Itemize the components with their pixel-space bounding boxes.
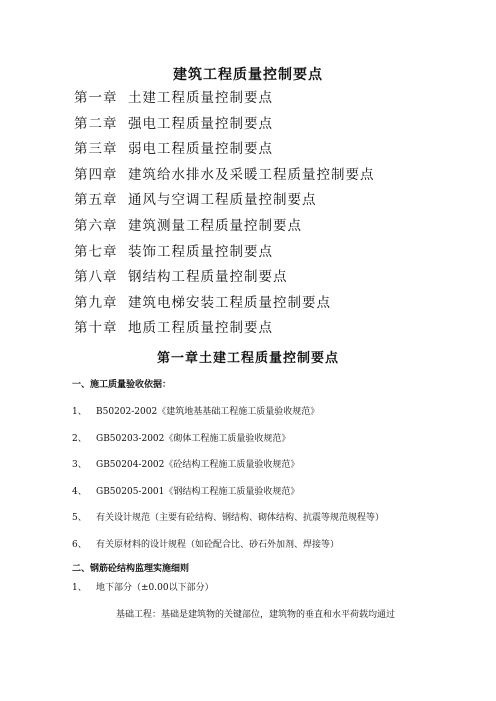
list-item <box>72 452 384 479</box>
toc-chapter-title: 建筑电梯安装工程质量控制要点 <box>128 294 331 311</box>
list-item-text: GB50205-2001《钢结构工程施工质量验收规范》 <box>96 486 300 497</box>
body-paragraph: 基础工程：基础是建筑物的关键部位，建筑物的垂直和水平荷载均通过 <box>116 610 396 620</box>
list-item-number: 2、 <box>72 433 87 444</box>
toc-chapter-title: 建筑给水排水及采暖工程质量控制要点 <box>128 166 375 183</box>
toc-item <box>74 240 375 266</box>
toc-item <box>74 265 375 291</box>
toc-chapter-number: 第六章 <box>74 217 118 234</box>
toc-item <box>74 316 375 342</box>
list-item-number: 1、 <box>72 407 87 417</box>
list-item-number: 3、 <box>72 460 87 470</box>
table-of-contents <box>74 86 375 342</box>
toc-chapter-title: 通风与空调工程质量控制要点 <box>128 192 317 209</box>
toc-chapter-title: 钢结构工程质量控制要点 <box>128 269 288 286</box>
toc-chapter-number: 第七章 <box>74 243 118 260</box>
sub-list-item <box>72 580 214 593</box>
toc-chapter-number: 第二章 <box>74 115 118 132</box>
list-item <box>72 426 384 453</box>
section-heading-rc-structure: 二、钢筋砼结构监理实施细则 <box>72 564 190 574</box>
list-item-text: GB50203-2002《砌体工程施工质量验收规范》 <box>96 433 291 444</box>
list-item-number: 6、 <box>72 539 87 550</box>
list-item-text: 地下部分（±0.00以下部分） <box>96 583 214 593</box>
standards-list <box>72 399 384 558</box>
toc-item <box>74 214 375 240</box>
toc-chapter-number: 第五章 <box>74 192 118 209</box>
list-item <box>72 532 384 559</box>
toc-chapter-title: 装饰工程质量控制要点 <box>128 243 273 260</box>
toc-item <box>74 163 375 189</box>
toc-chapter-number: 第十章 <box>74 320 118 337</box>
section-heading-acceptance-basis: 一、施工质量验收依据： <box>72 380 172 390</box>
toc-chapter-title: 建筑测量工程质量控制要点 <box>128 217 302 234</box>
toc-item <box>74 86 375 112</box>
document-title: 建筑工程质量控制要点 <box>173 67 323 83</box>
toc-chapter-number: 第八章 <box>74 269 118 286</box>
toc-item <box>74 137 375 163</box>
toc-chapter-title: 强电工程质量控制要点 <box>128 115 273 132</box>
list-item-number: 1、 <box>72 583 87 593</box>
list-item-number: 4、 <box>72 486 87 497</box>
toc-chapter-title: 弱电工程质量控制要点 <box>128 141 273 158</box>
toc-chapter-number: 第三章 <box>74 141 118 158</box>
toc-item <box>74 188 375 214</box>
list-item-number: 5、 <box>72 513 87 523</box>
toc-chapter-number: 第九章 <box>74 294 118 311</box>
toc-chapter-title: 土建工程质量控制要点 <box>128 90 273 106</box>
toc-chapter-title: 地质工程质量控制要点 <box>128 320 273 337</box>
list-item <box>72 505 384 532</box>
toc-chapter-number: 第四章 <box>74 166 118 183</box>
chapter-one-title: 第一章土建工程质量控制要点 <box>156 351 339 366</box>
list-item <box>72 479 384 506</box>
toc-chapter-number: 第一章 <box>74 90 118 106</box>
list-item-text: 有关设计规范（主要有砼结构、钢结构、砌体结构、抗震等规范规程等） <box>96 513 385 523</box>
list-item-text: B50202-2002《建筑地基基础工程施工质量验收规范》 <box>96 407 320 417</box>
list-item-text: 有关原材料的设计规程（如砼配合比、砂石外加剂、焊接等） <box>96 539 340 550</box>
toc-item <box>74 112 375 138</box>
toc-item <box>74 291 375 317</box>
list-item <box>72 399 384 426</box>
list-item-text: GB50204-2002《砼结构工程施工质量验收规范》 <box>96 460 300 470</box>
